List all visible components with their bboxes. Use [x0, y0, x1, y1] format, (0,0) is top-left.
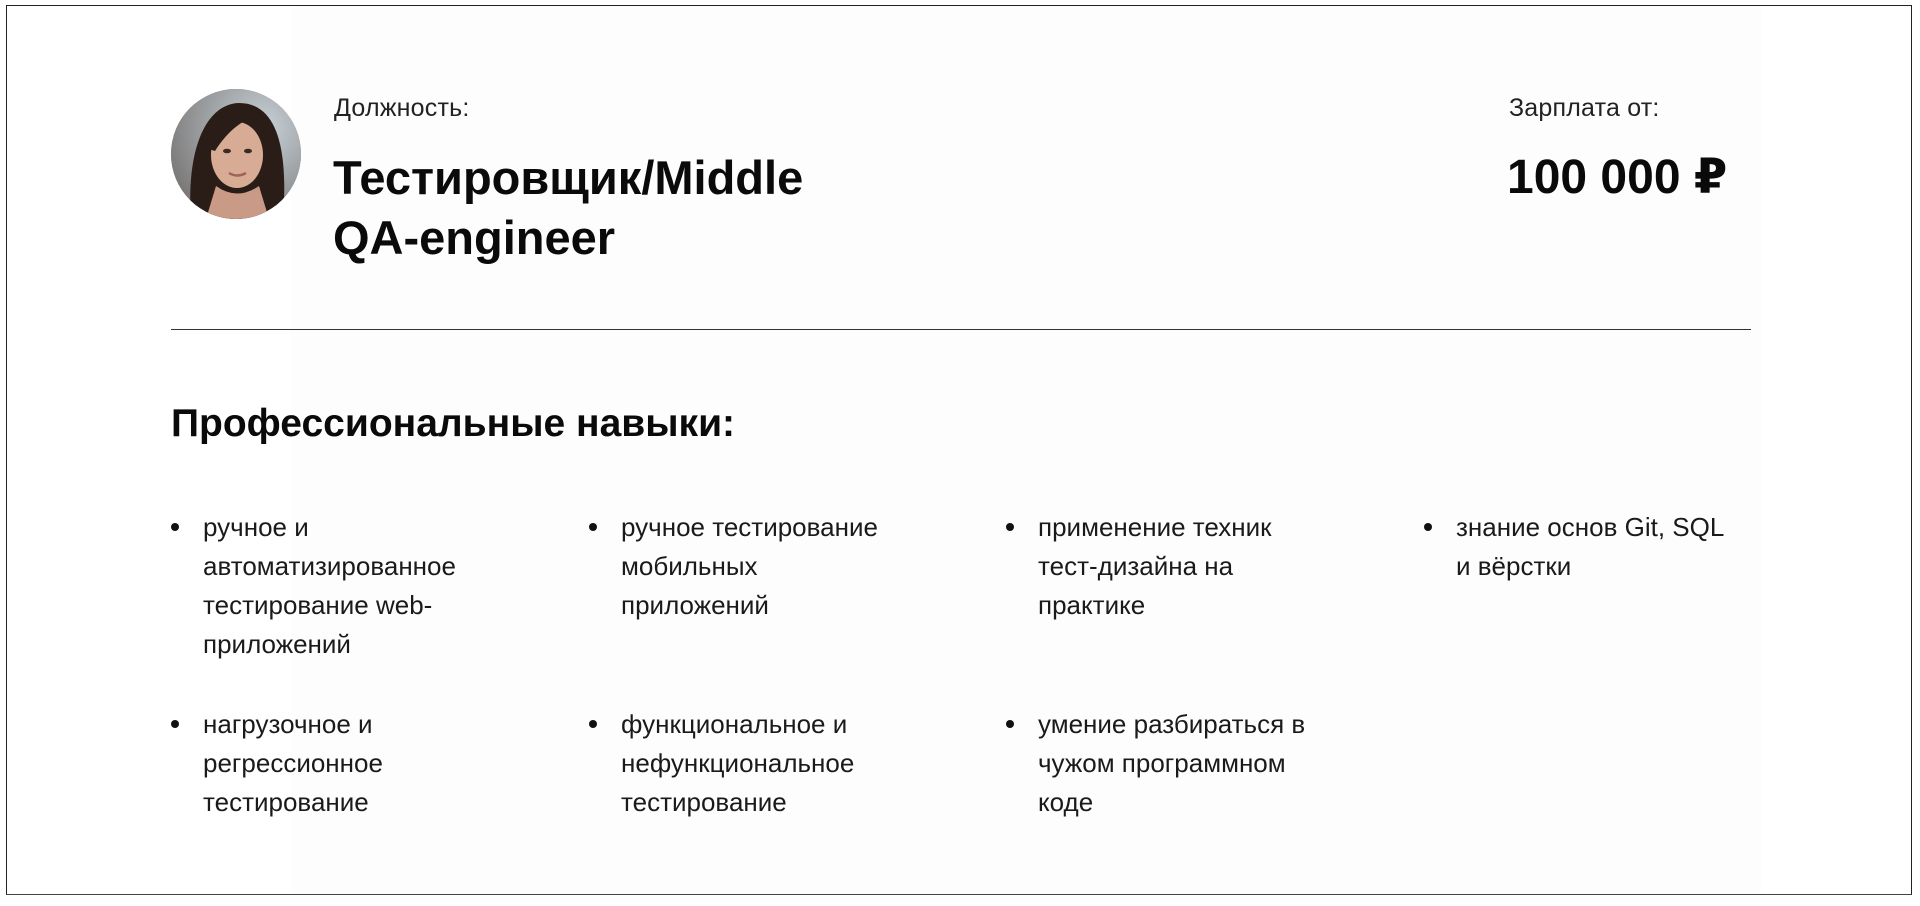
skill-text: нагрузочное и регрессионное тестирование — [203, 709, 383, 817]
vacancy-card — [6, 5, 1912, 895]
bullet-dot-icon — [589, 523, 597, 531]
salary-label: Зарплата от: — [1509, 94, 1660, 122]
skill-text: ручное тестирование мобильных приложений — [621, 512, 878, 620]
position-label: Должность: — [334, 94, 470, 122]
skill-item — [1006, 705, 1306, 822]
skill-item — [171, 508, 471, 664]
bullet-dot-icon — [1006, 720, 1014, 728]
salary-value: 100 000 ₽ — [1507, 151, 1728, 204]
bullet-dot-icon — [171, 523, 179, 531]
skill-text: функциональное и нефункциональное тестирование — [621, 709, 855, 817]
skill-item — [171, 705, 471, 822]
skill-text: знание основ Git, SQL и вёрстки — [1456, 512, 1724, 581]
skill-text: умение разбираться в чужом программном коде — [1038, 709, 1306, 817]
position-title-line1: Тестировщик/Middle — [333, 151, 804, 204]
avatar-portrait-icon — [171, 89, 301, 219]
bullet-dot-icon — [1006, 523, 1014, 531]
section-divider — [171, 329, 1751, 330]
skill-item — [1424, 508, 1724, 586]
skills-heading: Профессиональные навыки: — [171, 402, 736, 445]
position-title — [333, 148, 953, 268]
bullet-dot-icon — [589, 720, 597, 728]
position-title-line2: QA-engineer — [333, 211, 616, 264]
avatar — [171, 89, 301, 219]
skill-text: ручное и автоматизированное тестирование web-приложений — [203, 512, 456, 659]
skill-text: применение техник тест-дизайна на практике — [1038, 512, 1272, 620]
bullet-dot-icon — [1424, 523, 1432, 531]
bullet-dot-icon — [171, 720, 179, 728]
skill-item — [589, 705, 889, 822]
skill-item — [1006, 508, 1306, 625]
skill-item — [589, 508, 889, 625]
